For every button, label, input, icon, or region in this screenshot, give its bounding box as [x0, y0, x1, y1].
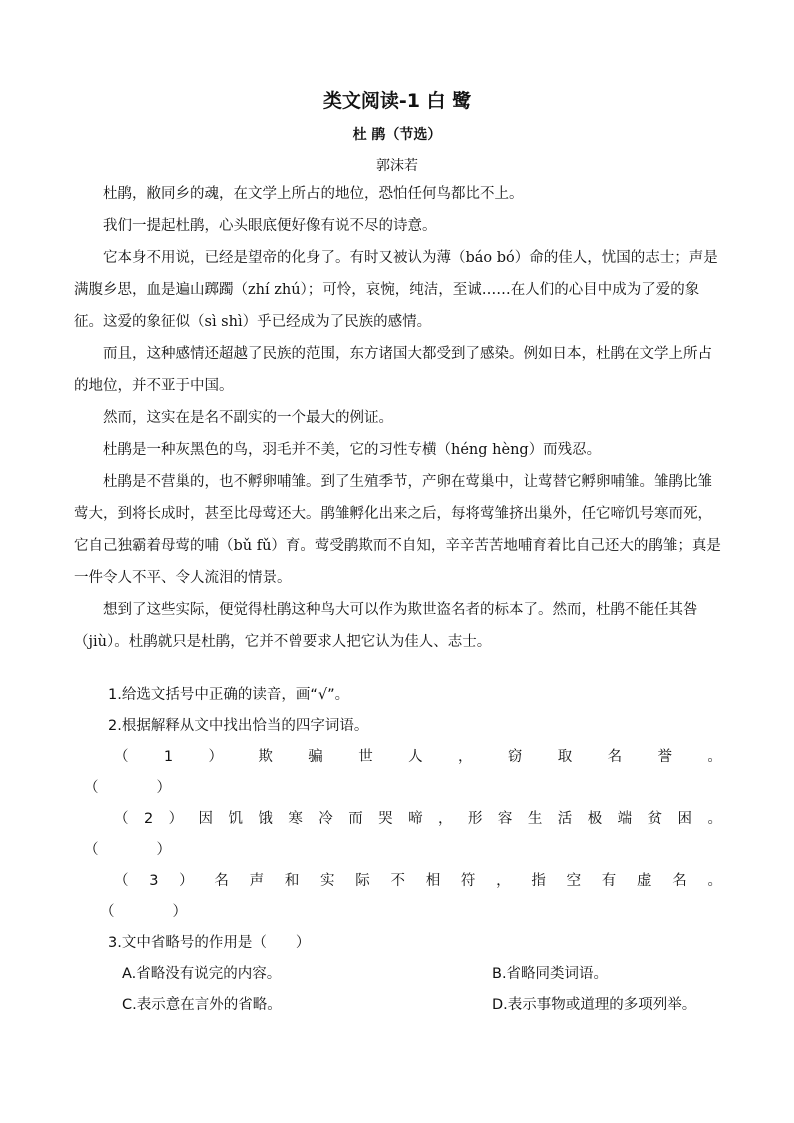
definition-char: （ [114, 873, 129, 889]
definition-char: 虚 [637, 873, 652, 889]
definition-char: 取 [557, 749, 573, 765]
definition-char: ， [457, 749, 473, 765]
option-b[interactable]: B.省略同类词语。 [492, 966, 609, 982]
definition-char: 哭 [378, 811, 393, 827]
definition-char: ， [438, 811, 453, 827]
question-3: 3.文中省略号的作用是（ ） [108, 935, 311, 951]
definition-char: 冷 [318, 811, 333, 827]
definition-char: 形 [467, 811, 483, 827]
definition-char: 。 [707, 811, 722, 827]
definition-char: 困 [677, 811, 693, 827]
definition-char: 饥 [228, 811, 243, 827]
definition-char: 誉 [657, 749, 673, 765]
article-paragraph: 而且，这种感情还超越了民族的范围，东方诸国大都受到了感染。例如日本，杜鹃在文学上所占的地位，并不亚于中国。 [74, 346, 712, 394]
definition-char: ， [496, 873, 511, 889]
definition-char: 端 [617, 811, 633, 827]
definition-char: 欺 [258, 749, 273, 765]
answer-blank-2[interactable]: （ ） [84, 842, 171, 858]
definition-char: （ [114, 811, 129, 827]
article-paragraph: 杜鹃是不营巢的，也不孵卵哺雏。到了生殖季节，产卵在莺巢中，让莺替它孵卵哺雏。雏鹃比雏莺大，到将长成时，甚至比母莺还大。鹃雏孵化出来之后，每将莺雏挤出巢外，任它啼饥号寒而死，它自己独霸着母莺的哺（bǔ fǔ）育。莺受鹃欺而不自知，辛辛苦苦地哺育着比自己还大的鹃雏；真是一件令人不平、令人流泪的情景。 [74, 474, 721, 586]
definition-char: 指 [531, 873, 546, 889]
definition-char: ） [179, 873, 194, 889]
answer-blank-1[interactable]: （ ） [84, 780, 171, 796]
option-c[interactable]: C.表示意在言外的省略。 [122, 997, 282, 1013]
article-author: 郭沫若 [376, 158, 418, 174]
definition-char: 。 [707, 873, 722, 889]
definition-char: 极 [587, 811, 603, 827]
definition-char: 而 [348, 811, 363, 827]
definition-char: 寒 [288, 811, 303, 827]
definition-char: 和 [284, 873, 300, 889]
question-1: 1.给选文括号中正确的读音，画“√”。 [108, 687, 350, 703]
article-paragraph: 它本身不用说，已经是望帝的化身了。有时又被认为薄（báo bó）命的佳人，忧国的志士；声是满腹乡思，血是遍山踯躅（zhí zhú）；可怜，哀惋，纯洁，至诚……在人们的心目中成为了爱的象征。这爱的象征似（sì shì）乎已经成为了民族的感情。 [74, 250, 718, 330]
option-d[interactable]: D.表示事物或道理的多项列举。 [492, 997, 697, 1013]
definition-char: 容 [497, 811, 513, 827]
definition-char: ） [208, 749, 224, 765]
definition-char: 空 [566, 873, 582, 889]
answer-blank-3[interactable]: （ ） [100, 904, 187, 920]
definition-char: 1 [163, 749, 174, 765]
definition-char: ） [168, 811, 184, 827]
definition-char: 相 [425, 873, 441, 889]
article-paragraph: 杜鹃，敝同乡的魂，在文学上所占的地位，恐怕任何鸟都比不上。 [103, 186, 524, 202]
definition-1 [74, 742, 722, 773]
definition-char: 有 [601, 873, 617, 889]
question-3-options [74, 959, 722, 1021]
definition-char: 啼 [408, 811, 423, 827]
definition-3 [74, 866, 722, 897]
definition-char: 贫 [647, 811, 663, 827]
definition-char: 名 [214, 873, 229, 889]
definition-char: 饿 [258, 811, 273, 827]
article-paragraph: 然而，这实在是名不副实的一个最大的例证。 [103, 410, 393, 426]
definition-char: 活 [557, 811, 573, 827]
definition-char: 实 [320, 873, 335, 889]
definition-char: 际 [355, 873, 370, 889]
definition-char: 骗 [308, 749, 323, 765]
question-2: 2.根据解释从文中找出恰当的四字词语。 [108, 718, 369, 734]
definition-char: 生 [527, 811, 543, 827]
article-paragraph: 我们一提起杜鹃，心头眼底便好像有说不尽的诗意。 [103, 218, 437, 234]
definition-char: 名 [607, 749, 623, 765]
article-subtitle: 杜 鹃（节选） [352, 127, 442, 143]
document-title: 类文阅读-1 白 鹭 [322, 90, 472, 112]
definition-char: 。 [707, 749, 722, 765]
definition-char: 因 [198, 811, 214, 827]
article-paragraph: 杜鹃是一种灰黑色的鸟，羽毛并不美，它的习性专横（héng hèng）而残忍。 [103, 442, 602, 458]
question-section [74, 680, 722, 1021]
definition-char: 符 [460, 873, 476, 889]
definition-2 [74, 804, 722, 835]
definition-char: 3 [149, 873, 159, 889]
article-paragraph: 想到了这些实际，便觉得杜鹃这种鸟大可以作为欺世盗名者的标本了。然而，杜鹃不能任其咎（jiù）。杜鹃就只是杜鹃，它并不曾要求人把它认为佳人、志士。 [74, 602, 698, 650]
definition-char: 窃 [507, 749, 523, 765]
definition-char: 声 [249, 873, 265, 889]
definition-char: （ [114, 749, 129, 765]
article-body [74, 178, 722, 658]
definition-char: 2 [143, 811, 154, 827]
option-a[interactable]: A.省略没有说完的内容。 [122, 966, 282, 982]
definition-char: 人 [408, 749, 423, 765]
definition-char: 世 [358, 749, 373, 765]
definition-char: 不 [390, 873, 405, 889]
definition-char: 名 [672, 873, 687, 889]
